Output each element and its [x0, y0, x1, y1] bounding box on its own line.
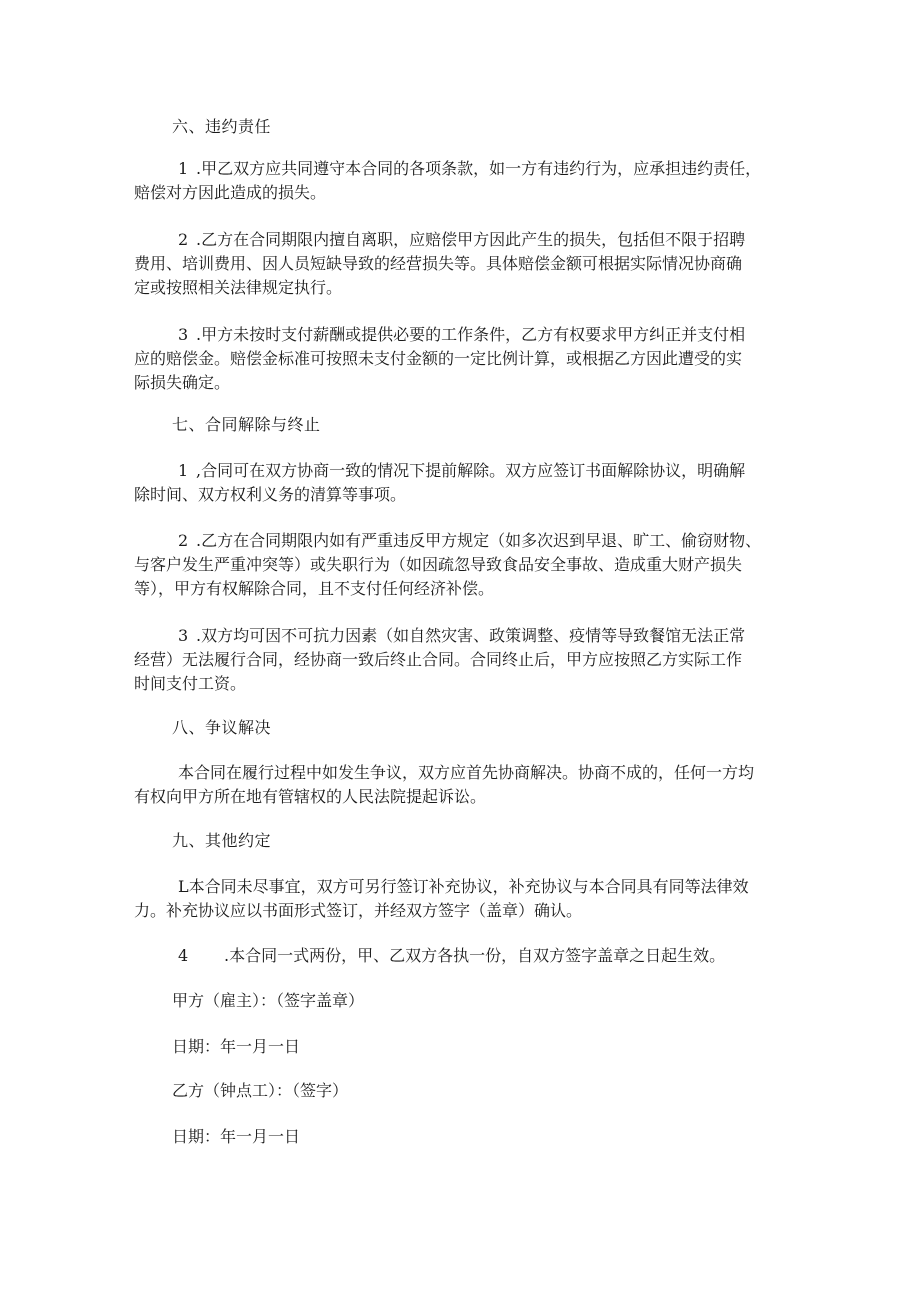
clause-6-1-line-2: 赔偿对方因此造成的损失。	[134, 183, 327, 202]
clause-text: ,合同可在双方协商一致的情况下提前解除。双方应签订书面解除协议，明确解	[196, 461, 746, 480]
clause-6-2-line-1	[178, 230, 745, 250]
clause-7-2-line-2: 与客户发生严重冲突等）或失职行为（如因疏忽导致食品安全事故、造成重大财产损失	[134, 555, 743, 574]
party-a-date: 日期：年一月一日	[172, 1037, 301, 1056]
clause-6-1-line-1	[178, 159, 761, 179]
clause-text: .乙方在合同期限内擅自离职，应赔偿甲方因此产生的损失，包括但不限于招聘	[196, 230, 746, 249]
clause-7-3-line-1	[178, 626, 745, 646]
other-clause-1-line-1: L本合同未尽事宜，双方可另行签订补充协议，补充协议与本合同具有同等法律效	[178, 877, 749, 896]
clause-number: 2	[178, 531, 189, 550]
clause-text: .乙方在合同期限内如有严重违反甲方规定（如多次迟到早退、旷工、偷窃财物、	[196, 531, 762, 550]
dispute-line-2: 有权向甲方所在地有管辖权的人民法院提起诉讼。	[134, 787, 487, 806]
party-b-date: 日期：年一月一日	[172, 1127, 301, 1146]
clause-6-3-line-3: 际损失确定。	[134, 373, 231, 392]
clause-6-2-line-2: 费用、培训费用、因人员短缺导致的经营损失等。具体赔偿金额可根据实际情况协商确	[134, 254, 743, 273]
clause-6-2-line-3: 定或按照相关法律规定执行。	[134, 278, 343, 297]
clause-7-2-line-3: 等），甲方有权解除合同，且不支付任何经济补偿。	[134, 579, 495, 598]
clause-number: 1	[178, 159, 189, 178]
clause-7-1-line-2: 除时间、双方权利义务的清算等事项。	[134, 485, 407, 504]
other-clause-2-line-1	[178, 946, 725, 966]
section-heading-breach: 六、违约责任	[172, 117, 272, 136]
clause-7-3-line-3: 时间支付工资。	[134, 674, 247, 693]
dispute-line-1: 本合同在履行过程中如发生争议，双方应首先协商解决。协商不成的，任何一方均	[178, 763, 755, 782]
clause-text: .本合同一式两份，甲、乙双方各执一份，自双方签字盖章之日起生效。	[224, 946, 726, 965]
clause-number: 2	[178, 230, 189, 249]
section-heading-other: 九、其他约定	[172, 831, 272, 850]
section-heading-termination: 七、合同解除与终止	[172, 415, 321, 434]
section-heading-dispute: 八、争议解决	[172, 718, 272, 737]
clause-6-3-line-2: 应的赔偿金。赔偿金标准可按照未支付金额的一定比例计算，或根据乙方因此遭受的实	[134, 349, 743, 368]
clause-7-1-line-1	[178, 461, 745, 481]
party-a-signature: 甲方（雇主）：（签字盖章）	[172, 991, 365, 1010]
clause-6-3-line-1	[178, 325, 745, 345]
clause-7-3-line-2: 经营）无法履行合同，经协商一致后终止合同。合同终止后，甲方应按照乙方实际工作	[134, 650, 743, 669]
clause-text: .甲乙双方应共同遵守本合同的各项条款，如一方有违约行为，应承担违约责任，	[196, 159, 762, 178]
clause-number: 4	[178, 946, 189, 965]
clause-number: 3	[178, 626, 189, 645]
clause-7-2-line-1	[178, 531, 761, 551]
party-b-signature: 乙方（钟点工）：（签字）	[172, 1081, 349, 1100]
other-clause-1-line-2: 力。补充协议应以书面形式签订，并经双方签字（盖章）确认。	[134, 901, 583, 920]
clause-number: 3	[178, 325, 189, 344]
clause-number: 1	[178, 461, 189, 480]
clause-text: .甲方未按时支付薪酬或提供必要的工作条件，乙方有权要求甲方纠正并支付相	[196, 325, 746, 344]
clause-text: .双方均可因不可抗力因素（如自然灾害、政策调整、疫情等导致餐馆无法正常	[196, 626, 746, 645]
